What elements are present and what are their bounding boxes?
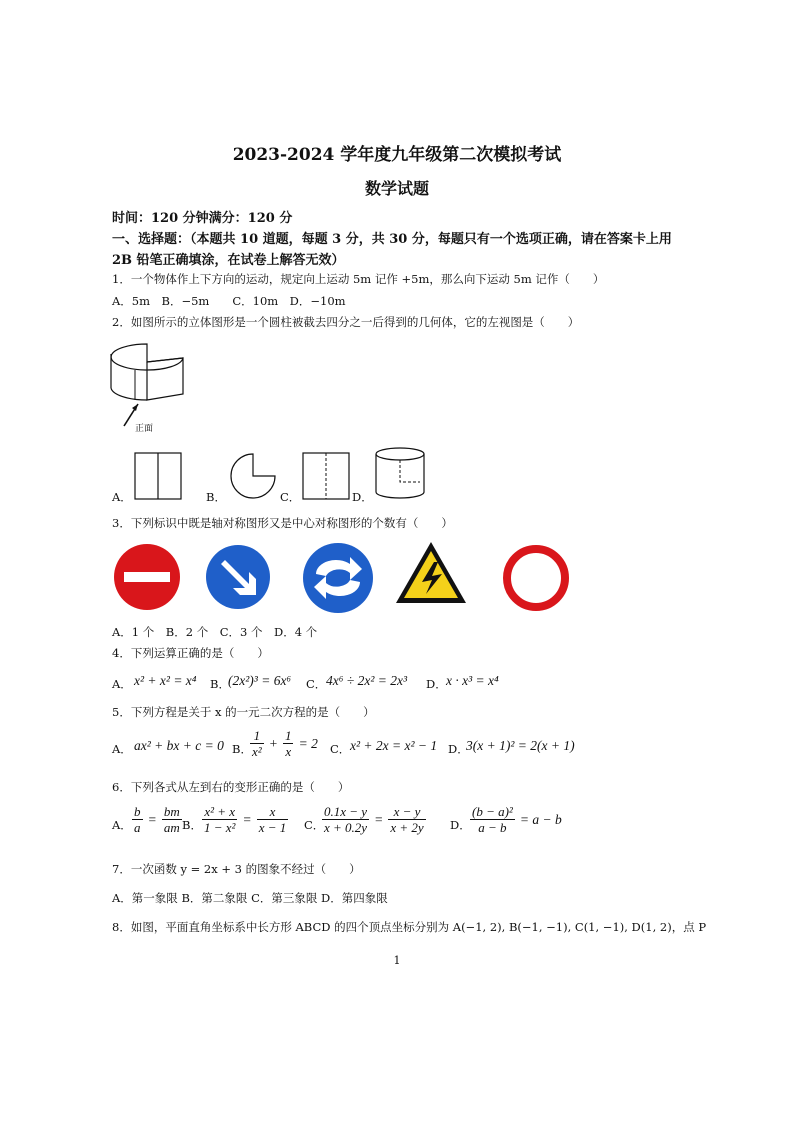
q6-b-den1: 1 − x² [204, 820, 236, 835]
q2-option-a-figure [134, 452, 182, 500]
q5-stem: 5．下列方程是关于 x 的一元二次方程的是（ ） [112, 705, 375, 719]
q6-a-den1: a [134, 820, 141, 835]
q6-option-c-expr [322, 804, 426, 835]
q6-c-den1: x + 0.2y [324, 820, 368, 835]
q5-b-eq: = 2 [298, 736, 318, 751]
q4-option-a-expr: x² + x² = x⁴ [134, 673, 197, 688]
q5-option-b-label: B． [232, 742, 252, 756]
q6-option-d-expr [470, 804, 562, 835]
cut-cylinder-figure [106, 334, 196, 434]
q6-a-num1: b [134, 804, 141, 819]
q1-options: A．5m B．−5m C．10m D．−10m [112, 294, 346, 308]
keep-right-arrow-sign-icon [203, 542, 273, 612]
q7-stem: 7．一次函数 y = 2x + 3 的图象不经过（ ） [112, 862, 361, 876]
front-label: 正面 [135, 424, 154, 434]
q5-option-d-expr: 3(x + 1)² = 2(x + 1) [466, 738, 575, 753]
no-entry-sign-icon [112, 542, 182, 612]
q6-c-den2: x + 2y [390, 820, 424, 835]
section-heading-line1: 一、选择题：（本题共 10 道题，每题 3 分，共 30 分，每题只有一个选项正确，请在答案卡上用 [112, 232, 672, 247]
q6-c-eq: = [374, 812, 384, 827]
q6-b-den2: x − 1 [258, 820, 287, 835]
q2-option-b-figure [228, 452, 278, 500]
q4-option-c-expr: 4x⁶ ÷ 2x² = 2x³ [326, 673, 408, 688]
q6-option-d-label: D． [450, 818, 471, 832]
q2-option-a-label: A． [112, 490, 132, 504]
q2-option-c-label: C． [280, 490, 301, 504]
q6-c-num2: x − y [388, 804, 425, 820]
electric-hazard-sign-icon [394, 540, 468, 606]
q1-stem: 1．一个物体作上下方向的运动，规定向上运动 5m 记作 +5m，那么向下运动 5m 记作（ ） [112, 272, 605, 286]
q6-c-num1: 0.1x − y [324, 804, 368, 819]
q5-option-b-expr [250, 728, 318, 759]
q6-option-c-label: C． [304, 818, 325, 832]
q8-stem: 8．如图，平面直角坐标系中长方形 ABCD 的四个顶点坐标分别为 A(−1, 2), B(−1, −1), C(1, −1), D(1, 2)，点 P [112, 920, 707, 934]
q2-option-c-figure [302, 452, 350, 500]
q6-option-a-expr [132, 804, 182, 835]
q2-option-d-label: D． [352, 490, 373, 504]
no-vehicles-sign-icon [500, 542, 572, 614]
q6-a-den2: am [163, 820, 180, 835]
q4-option-b-expr: (2x²)³ = 6x⁶ [228, 673, 292, 688]
q3-options: A．1 个 B．2 个 C．3 个 D．4 个 [112, 625, 318, 639]
q6-stem: 6．下列各式从左到右的变形正确的是（ ） [112, 780, 350, 794]
q6-d-num1: (b − a)² [472, 804, 513, 819]
q5-option-c-expr: x² + 2x = x² − 1 [350, 738, 438, 753]
q4-option-c-label: C． [306, 677, 327, 691]
q6-d-tail: = a − b [519, 812, 562, 827]
exam-subtitle: 数学试题 [364, 179, 429, 198]
q5-b-num2: 1 [284, 728, 292, 743]
q6-option-a-label: A． [112, 818, 132, 832]
q5-option-a-expr: ax² + bx + c = 0 [134, 738, 224, 753]
q5-b-num1: 1 [250, 728, 264, 744]
q2-option-d-figure [372, 444, 428, 500]
q5-option-a-label: A． [112, 742, 132, 756]
q3-stem: 3．下列标识中既是轴对称图形又是中心对称图形的个数有（ ） [112, 516, 453, 530]
q6-option-b-label: B． [182, 818, 202, 832]
q5-option-d-label: D． [448, 742, 469, 756]
q6-option-b-expr [202, 804, 288, 835]
q4-stem: 4．下列运算正确的是（ ） [112, 646, 269, 660]
q4-option-d-label: D． [426, 677, 447, 691]
q6-a-eq: = [147, 812, 157, 827]
q6-b-num1: x² + x [202, 804, 237, 820]
q6-b-eq: = [242, 812, 252, 827]
q4-option-a-label: A． [112, 677, 132, 691]
q6-d-den1: a − b [478, 820, 507, 835]
q4-option-b-label: B． [210, 677, 230, 691]
q5-b-den1: x² [252, 744, 262, 759]
q6-a-num2: bm [163, 804, 180, 819]
q2-option-b-label: B． [206, 490, 226, 504]
q2-stem: 2．如图所示的立体图形是一个圆柱被截去四分之一后得到的几何体，它的左视图是（ ） [112, 315, 580, 329]
q7-options: A．第一象限 B．第二象限 C．第三象限 D．第四象限 [112, 891, 388, 905]
q5-b-plus: + [268, 736, 278, 751]
roundabout-sign-icon [302, 542, 374, 614]
time-info: 时间：120 分钟满分：120 分 [112, 211, 293, 226]
exam-title: 2023-2024 学年度九年级第二次模拟考试 [232, 145, 562, 165]
q4-option-d-expr: x · x³ = x⁴ [446, 673, 499, 688]
q5-b-den2: x [285, 744, 292, 759]
q5-option-c-label: C． [330, 742, 351, 756]
page-number: 1 [393, 954, 401, 967]
section-heading-line2: 2B 铅笔正确填涂，在试卷上解答无效） [112, 253, 345, 268]
q6-b-num2: x [257, 804, 289, 820]
